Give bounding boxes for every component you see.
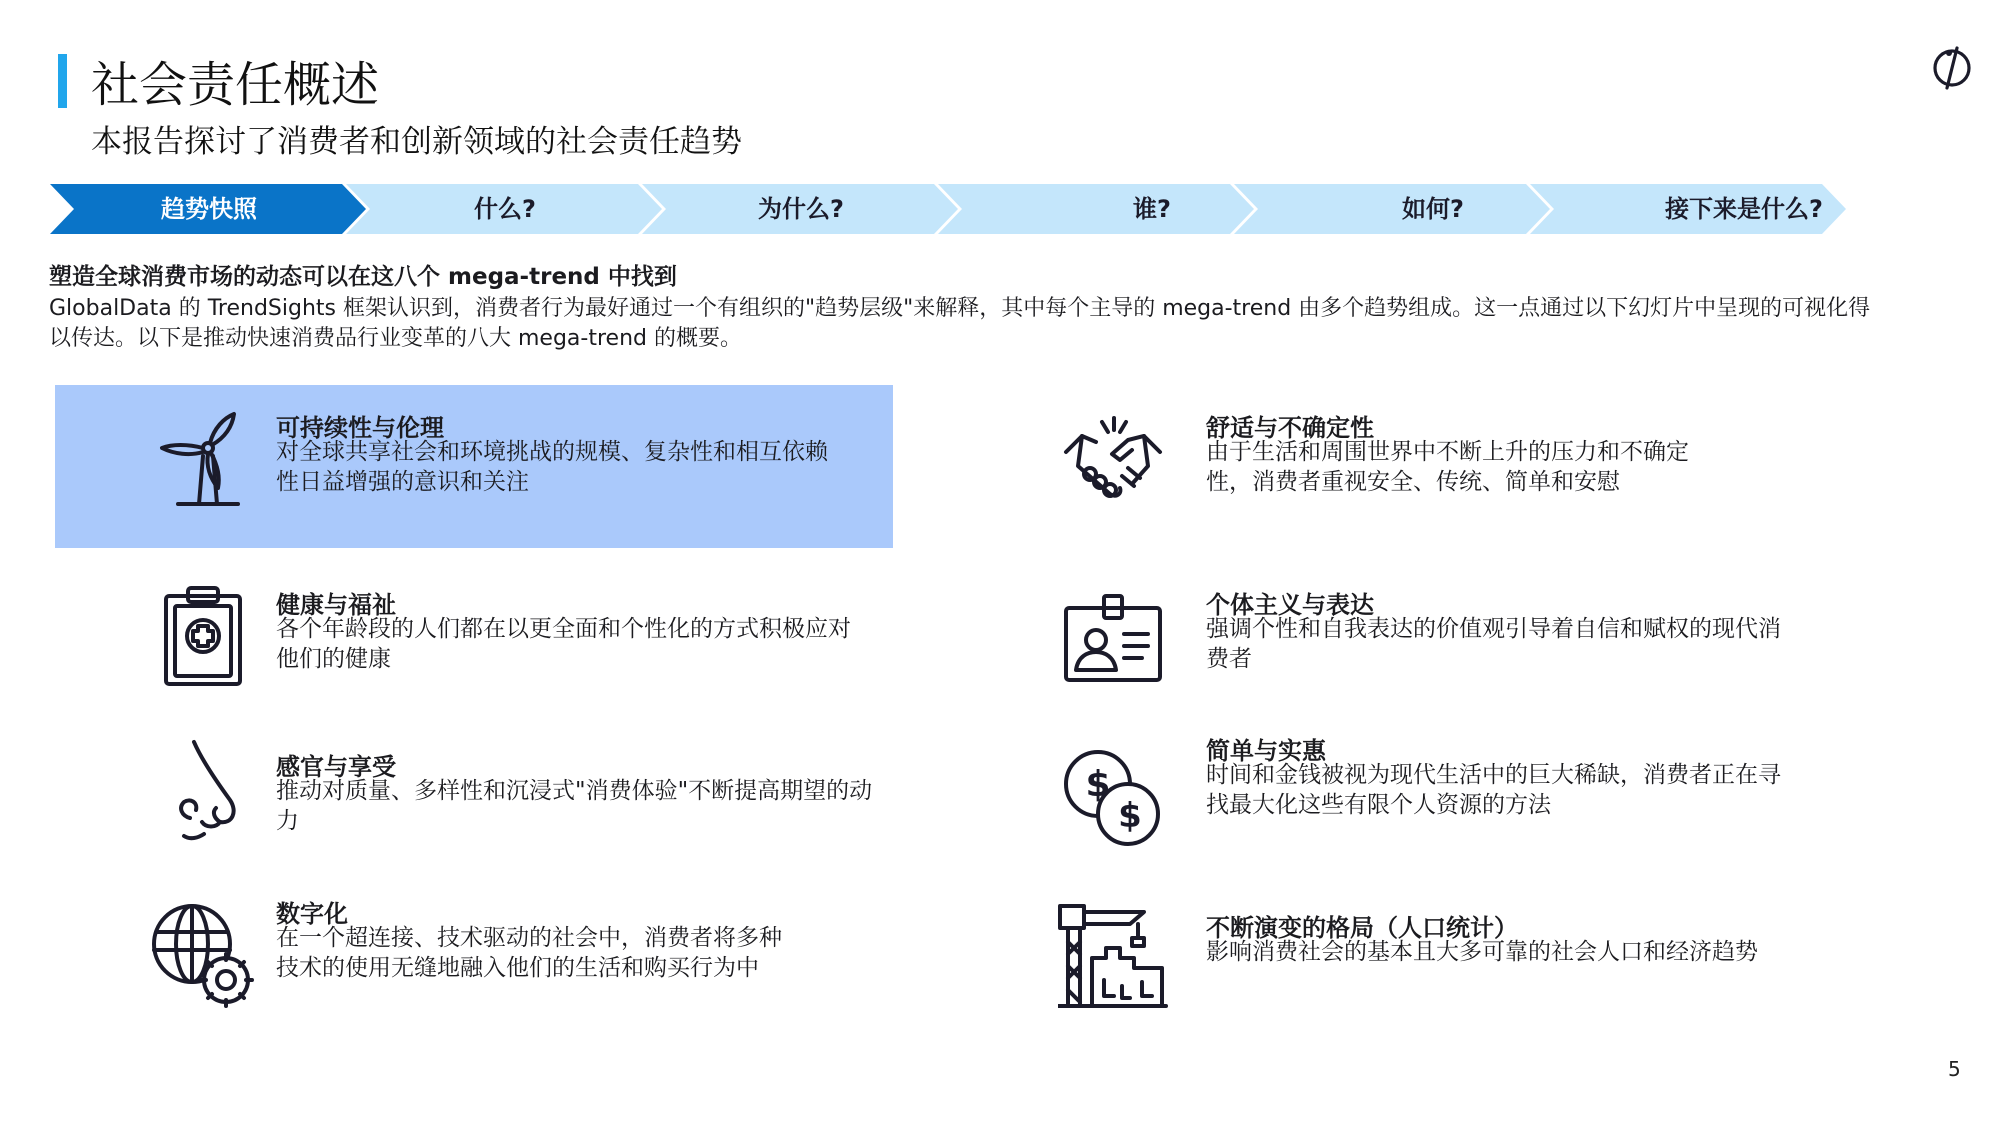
medical-clipboard-icon (148, 580, 258, 690)
trend-description: 各个年龄段的人们都在以更全面和个性化的方式积极应对他们的健康 (276, 616, 851, 672)
id-badge-icon (1058, 584, 1168, 694)
nav-step-label: 为什么? (758, 195, 844, 223)
trend-description: 对全球共享社会和环境挑战的规模、复杂性和相互依赖性日益增强的意识和关注 (276, 439, 828, 495)
intro-paragraph: GlobalData 的 TrendSights 框架认识到，消费者行为最好通过一个有组织的"趋势层级"来解释，其中每个主导的 mega-trend 由多个趋势组成。这一点通过以下幻灯片中呈现的可视化得以传达。以下是推动快速消费品行业变革的八大 mega-trend 的概要。 (49, 296, 1871, 351)
title-accent-bar (58, 54, 67, 108)
trend-description: 由于生活和周围世界中不断上升的压力和不确定性，消费者重视安全、传统、简单和安慰 (1206, 439, 1689, 495)
trend-title: 感官与享受 (276, 753, 396, 781)
page-subtitle: 本报告探讨了消费者和创新领域的社会责任趋势 (91, 124, 742, 160)
trend-description: 影响消费社会的基本且大多可靠的社会人口和经济趋势 (1206, 939, 1758, 965)
trend-title: 舒适与不确定性 (1206, 414, 1374, 442)
svg-text:$: $ (1085, 764, 1111, 805)
page-number: 5 (1948, 1057, 1961, 1081)
nav-step-label: 接下来是什么? (1665, 195, 1823, 223)
trend-description: 推动对质量、多样性和沉浸式"消费体验"不断提高期望的动力 (276, 778, 873, 834)
trend-title: 不断演变的格局（人口统计） (1206, 914, 1518, 942)
nav-step-label: 什么? (474, 195, 536, 223)
trend-title: 数字化 (276, 900, 348, 928)
svg-text:$: $ (1118, 796, 1142, 836)
intro-heading: 塑造全球消费市场的动态可以在这八个 mega-trend 中找到 (49, 264, 677, 290)
section-navigation (50, 184, 1860, 234)
trend-title: 健康与福祉 (276, 591, 396, 619)
compass-logo-icon (1926, 40, 1978, 92)
dollar-coins-icon (1058, 744, 1168, 854)
trend-description: 在一个超连接、技术驱动的社会中，消费者将多种技术的使用无缝地融入他们的生活和购买行为中 (276, 925, 782, 981)
wind-turbine-icon (148, 404, 258, 514)
crane-building-icon (1058, 902, 1168, 1012)
nav-step-label: 如何? (1402, 195, 1464, 223)
trend-title: 简单与实惠 (1206, 737, 1326, 765)
trend-description: 时间和金钱被视为现代生活中的巨大稀缺，消费者正在寻找最大化这些有限个人资源的方法 (1206, 762, 1781, 818)
globe-gear-icon (146, 898, 256, 1008)
trend-title: 个体主义与表达 (1206, 591, 1374, 619)
nav-step-label: 趋势快照 (161, 195, 257, 223)
handshake-icon (1058, 404, 1168, 514)
nav-step-label: 谁? (1133, 195, 1171, 223)
nose-icon (148, 738, 258, 848)
page-title: 社会责任概述 (91, 57, 380, 113)
trend-description: 强调个性和自我表达的价值观引导着自信和赋权的现代消费者 (1206, 616, 1781, 672)
trend-title: 可持续性与伦理 (276, 414, 444, 442)
